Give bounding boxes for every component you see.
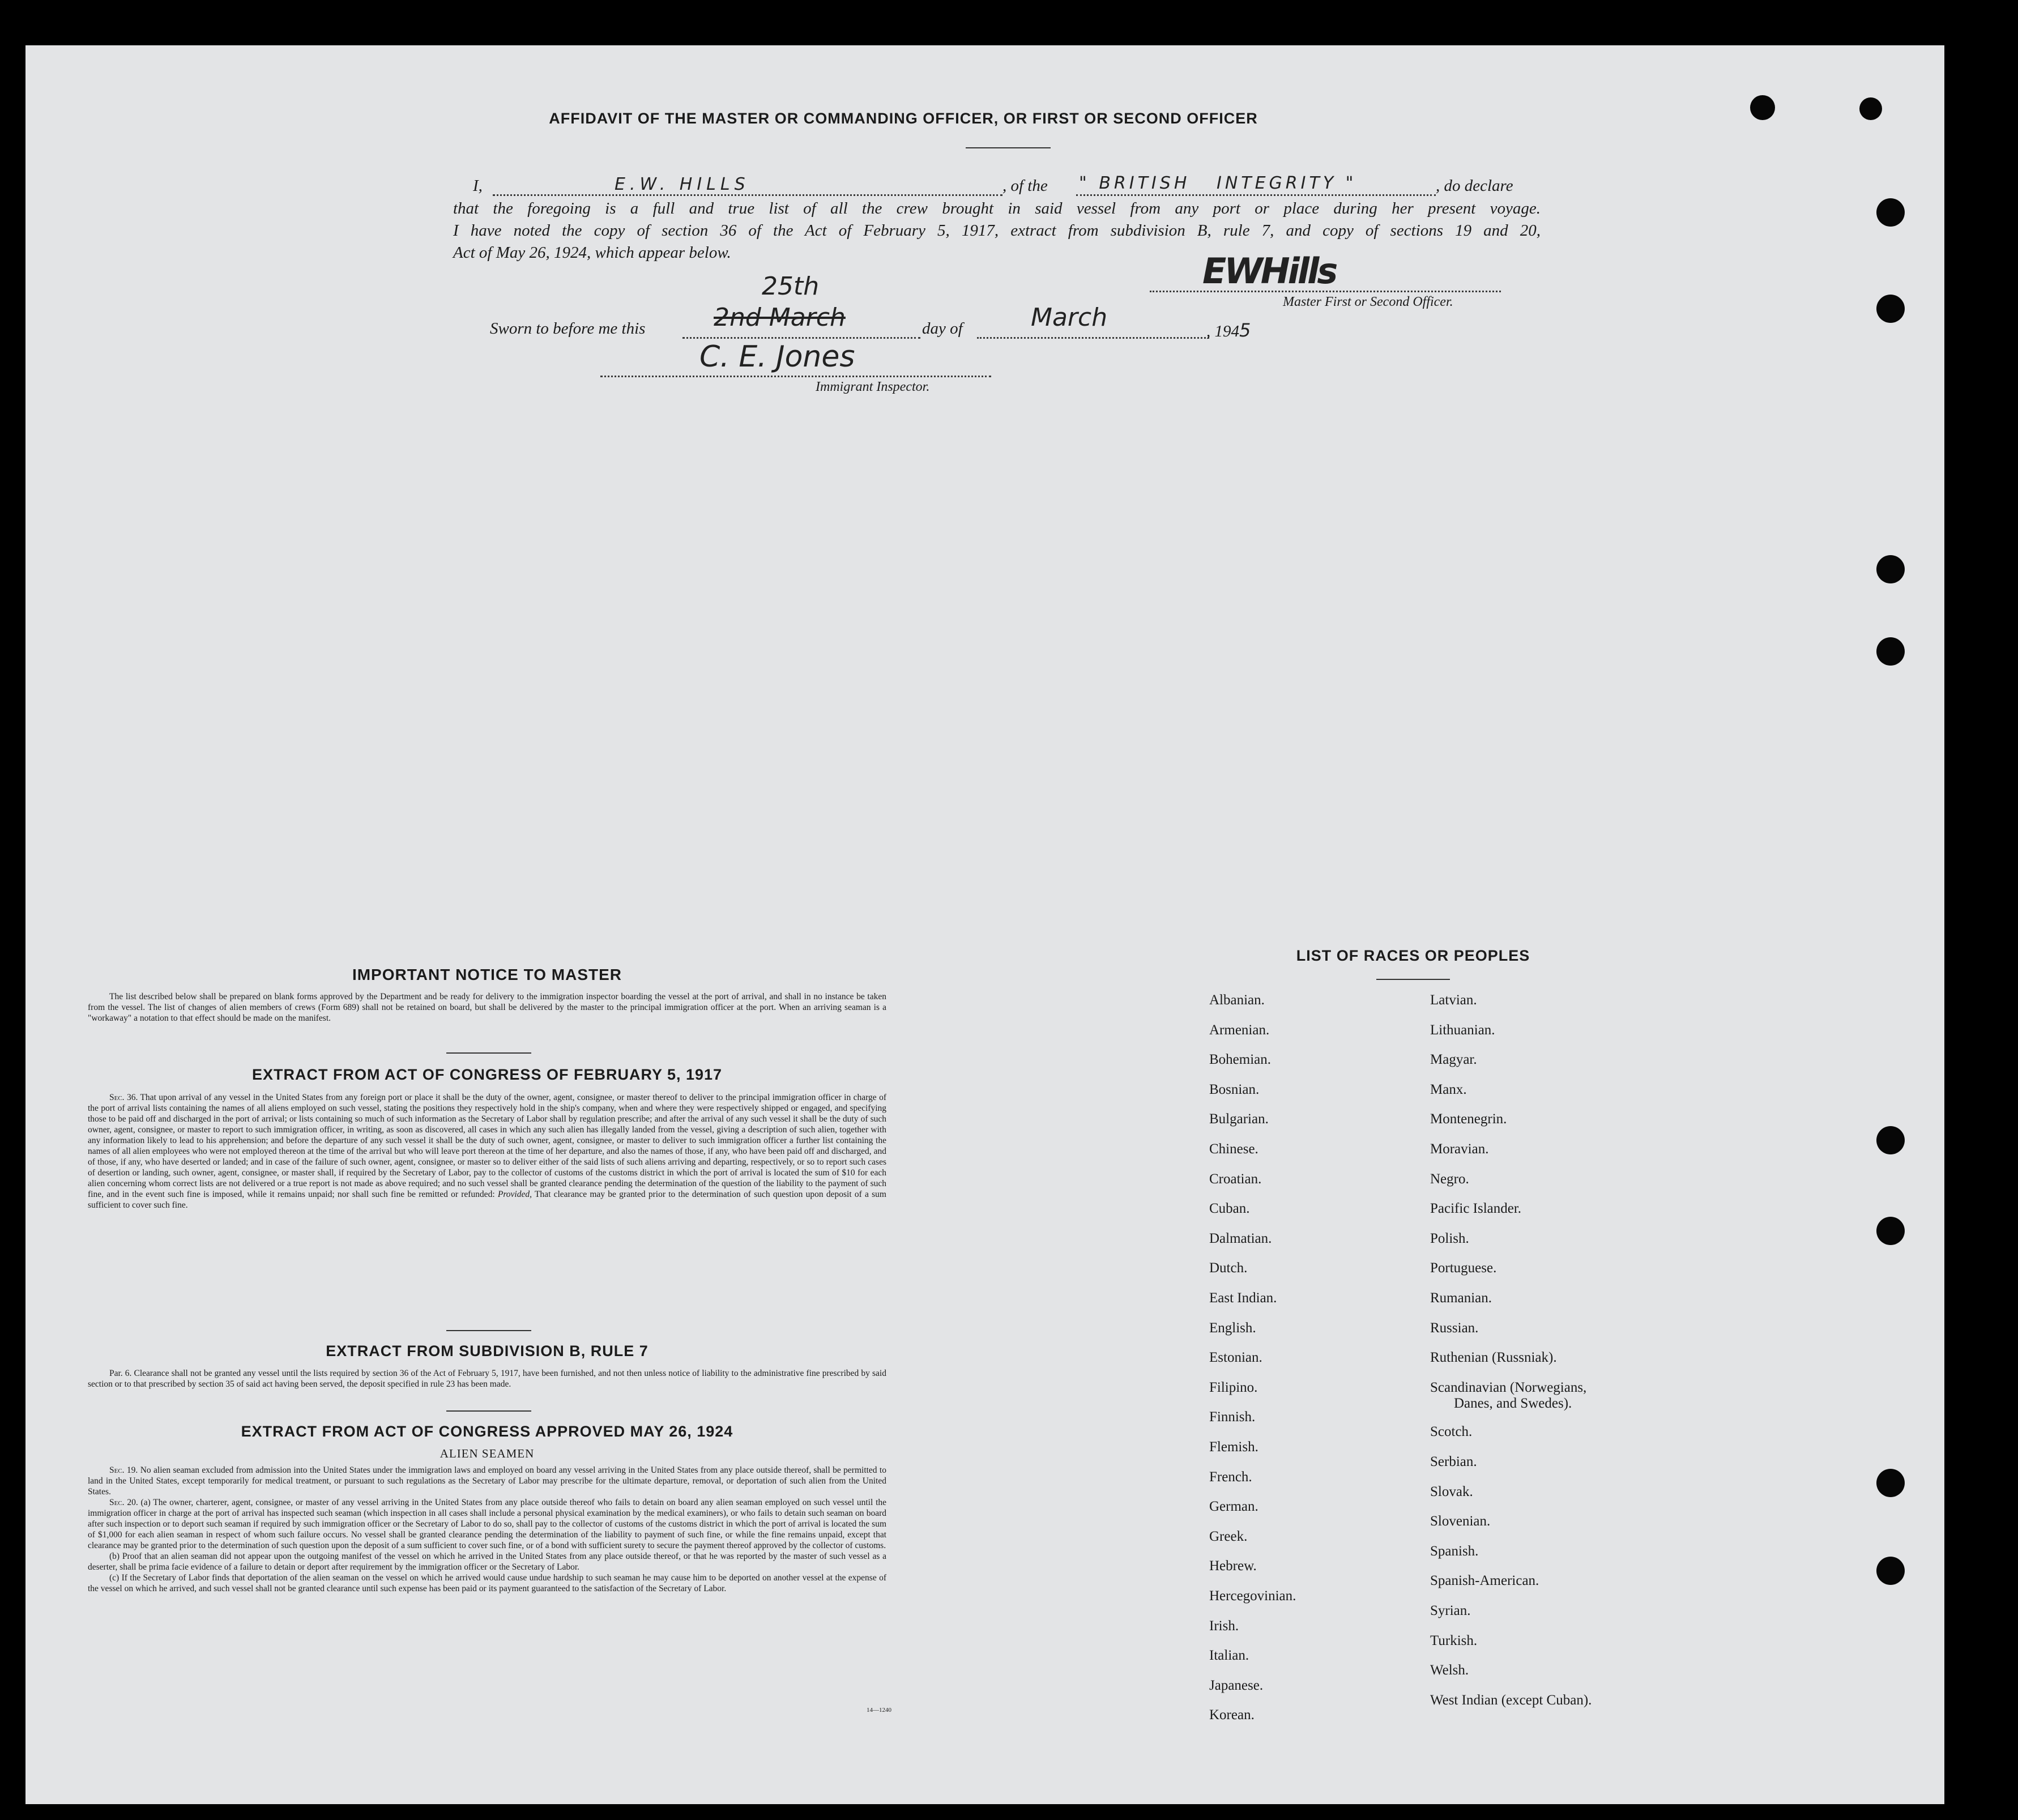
race-item: Lithuanian. [1430, 1022, 1495, 1038]
race-item: East Indian. [1209, 1290, 1277, 1306]
sworn-month-blank [977, 337, 1209, 339]
notice-paragraph: The list described below shall be prepared on blank forms approved by the Department and be ready for delivery to the immigration inspector boarding the vessel at the port of arrival, and shall in no instance be taken from the vessel. The list of changes of alien members of crews (Form 689) shall not be retained on board, but shall be delivered by the master to the principal immigration officer at the port. When an arriving seaman is a "workaway" a notation to that effect should be made on the manifest. [88, 992, 886, 1023]
binder-hole [1876, 1469, 1905, 1497]
year-prefix: , 194 [1206, 322, 1239, 340]
race-item: Portuguese. [1430, 1260, 1497, 1276]
sworn-month: March [1031, 303, 1108, 332]
sworn-label: Sworn to before me this [490, 319, 646, 338]
affidavit-line4: Act of May 26, 1924, which appear below. [453, 244, 731, 262]
sec-20a-text: (a) The owner, charterer, agent, consignee, or master of any vessel arriving in the United States from any place outside thereof who fails to detain on board any alien seaman employed on such vessel until the immigration officer in charge at the port of arrival has inspected such seaman (which inspection in all cases shall include a personal physical examination by the medical examiners), or who fails to detain such seaman on board after such inspection or to deport such seaman if required by such immigration officer or the Secretary of Labor to do so, shall pay to the collector of customs of the customs district in which the port of arrival is located the sum of $1,000 for each alien seaman in respect of whom such failure occurs. No vessel shall be granted clearance pending the determination of the liability to payment of such fine, or while the fine remains unpaid, except that clearance may be granted prior to the determination of such question upon the deposit of a sum sufficient to cover such fine, or of a bond with sufficient surety to secure the payment thereof approved by the collector of customs. [88, 1498, 887, 1550]
form-number: 14—1240 [867, 1707, 891, 1714]
extract-1917-title: EXTRACT FROM ACT OF CONGRESS OF FEBRUARY 5, 1917 [251, 1066, 723, 1083]
race-item: Russian. [1430, 1320, 1479, 1336]
race-item: Spanish-American. [1430, 1573, 1539, 1589]
sec-20-label: Sec. 20. [109, 1498, 138, 1507]
race-item: Chinese. [1209, 1141, 1258, 1157]
race-item: Japanese. [1209, 1677, 1264, 1693]
extract-1917-text [88, 1092, 886, 1211]
race-item: Spanish. [1430, 1543, 1479, 1559]
year-label [1206, 319, 1251, 341]
race-item: Greek. [1209, 1528, 1248, 1544]
race-item: Bohemian. [1209, 1052, 1272, 1068]
section-20c-paragraph: (c) If the Secretary of Labor finds that deportation of the alien seaman on the vessel on which he arrived would cause undue hardship to such seaman he may cause him to be deported on another vessel at the expense of the vessel on which he arrived, and such vessel shall not be granted clearance until such expense has been paid or its payment guaranteed to the satisfaction of the Secretary of Labor. [88, 1573, 886, 1593]
section-20a-paragraph [88, 1497, 886, 1551]
race-item: Irish. [1209, 1618, 1239, 1634]
master-signature: EWHills [1202, 250, 1336, 292]
race-item: Rumanian. [1430, 1290, 1492, 1306]
race-item: Danes, and Swedes). [1454, 1395, 1572, 1411]
race-item: Italian. [1209, 1648, 1249, 1664]
binder-hole [1859, 97, 1882, 120]
race-item: Syrian. [1430, 1603, 1471, 1618]
affidavit-line3: I have noted the copy of section 36 of the Act of February 5, 1917, extract from subdivision B, rule 7, and copy of sections 19 and 20, [453, 221, 1541, 240]
race-item: Latvian. [1430, 992, 1477, 1008]
race-item: Manx. [1430, 1081, 1467, 1097]
race-item: Cuban. [1209, 1201, 1250, 1217]
subdivision-text [88, 1368, 886, 1389]
binder-hole [1876, 1557, 1905, 1585]
section-36-paragraph [88, 1092, 886, 1211]
sworn-day-correction: 25th [762, 272, 820, 301]
year-digit: 5 [1239, 319, 1251, 341]
race-item: Magyar. [1430, 1052, 1477, 1068]
master-label: Master First or Second Officer. [1283, 295, 1453, 309]
sworn-day: 2nd March [714, 303, 846, 332]
binder-hole [1876, 295, 1905, 323]
par-6-paragraph: Par. 6. Clearance shall not be granted any vessel until the lists required by section 36 of the Act of February 5, 1917, have been furnished, and not then unless notice of liability to the administrative fine prescribed by said section or to that prescribed by section 35 of said act having been served, the deposit specified in rule 23 has been made. [88, 1369, 886, 1389]
inspector-signature-line [600, 376, 991, 377]
divider [446, 1052, 531, 1054]
race-item: Bosnian. [1209, 1081, 1260, 1097]
race-item: Dalmatian. [1209, 1230, 1272, 1246]
sec-36-text-end: That clearance may be granted prior to the determination of such question upon deposit of a sum sufficient to cover such fine. [88, 1190, 886, 1210]
race-item: Slovenian. [1430, 1514, 1491, 1529]
race-item: Estonian. [1209, 1350, 1262, 1366]
binder-hole [1750, 95, 1775, 120]
race-item: Negro. [1430, 1171, 1469, 1187]
affidavit-title: AFFIDAVIT OF THE MASTER OR COMMANDING OFFICER, OR FIRST OR SECOND OFFICER [549, 110, 1258, 127]
binder-hole [1876, 637, 1905, 666]
race-item: English. [1209, 1320, 1256, 1336]
alien-seamen-subtitle: ALIEN SEAMEN [440, 1447, 535, 1460]
divider [446, 1330, 531, 1331]
notice-title: IMPORTANT NOTICE TO MASTER [352, 966, 622, 983]
race-item: Hercegovinian. [1209, 1588, 1296, 1604]
notice-text [88, 991, 886, 1024]
sec-36-text: That upon arrival of any vessel in the United States from any foreign port or place it shall be the duty of the owner, agent, consignee, or master thereof to deliver to the principal immigration officer in charge of the port of arrival lists containing the names of all aliens employed on such vessel, stating the positions they respectively hold in the ship's company, when and where they were respectively shipped or engaged, and specifying those to be paid off and discharged in the port of arrival; or lists containing so much of such information as the Secretary of Labor shall by regulation prescribe; and after the arrival of any such vessel it shall be the duty of such owner, agent, consignee, or master to report to such immigration officer, in writing, as soon as discovered, all cases in which any such alien has illegally landed from the vessel, giving a description of such alien, together with any information likely to lead to his apprehension; and before the departure of any such vessel it shall be the duty of such owner, agent, consignee, or master to deliver to such immigration officer a further list containing the names of all alien employees who were not employed thereon at the time of the arrival but who will leave port thereon at the time of her departure, and also the names of those, if any, who have been paid off and discharged, and of those, if any, who have deserted or landed; and in case of the failure of such owner, agent, consignee, or master so to deliver either of the said lists of such aliens arriving and departing, respectively, or so to report such cases of desertion or landing, such owner, agent, consignee, or master shall, if required by the Secretary of Labor, pay to the collector of customs of the customs district in which the port of arrival is located the sum of $10 for each alien concerning whom correct lists are not delivered or a true report is not made as above required; and no such vessel shall be granted clearance pending the determination of the question of the liability to the payment of such fine, and in the event such fine is imposed, while it remains unpaid; nor shall such fine be remitted or refunded: [88, 1093, 886, 1199]
race-item: West Indian (except Cuban). [1430, 1692, 1592, 1708]
race-item: German. [1209, 1499, 1258, 1515]
binder-hole [1876, 555, 1905, 583]
inspector-signature: C. E. Jones [699, 340, 855, 374]
section-19-paragraph [88, 1465, 886, 1497]
affidavit-line2: that the foregoing is a full and true list of all the crew brought in said vessel from any port or place during her present voyage. [453, 199, 1541, 218]
sec-36-label: Sec. 36. [109, 1093, 138, 1102]
race-item: Albanian. [1209, 992, 1265, 1008]
master-name: E.W. HILLS [615, 174, 750, 194]
race-item: Finnish. [1209, 1409, 1256, 1425]
master-signature-line [1150, 291, 1501, 292]
race-item: Scandinavian (Norwegians, [1430, 1379, 1587, 1395]
name-blank [493, 194, 1002, 196]
race-item: Slovak. [1430, 1484, 1473, 1499]
sec-19-label: Sec. 19. [109, 1465, 138, 1475]
race-item: Moravian. [1430, 1141, 1489, 1157]
race-item: Turkish. [1430, 1633, 1478, 1648]
race-item: Armenian. [1209, 1022, 1270, 1038]
binder-hole [1876, 1126, 1905, 1154]
binder-hole [1876, 198, 1905, 227]
inspector-label: Immigrant Inspector. [816, 380, 930, 394]
races-title: LIST OF RACES OR PEOPLES [1296, 947, 1530, 964]
race-item: Croatian. [1209, 1171, 1262, 1187]
extract-1924-text [88, 1465, 886, 1594]
race-item: Scotch. [1430, 1424, 1473, 1440]
document-page [25, 45, 1944, 1804]
race-item: Filipino. [1209, 1379, 1258, 1395]
do-declare-label: , do declare [1436, 177, 1513, 195]
binder-hole [1876, 1217, 1905, 1245]
sworn-day-blank [682, 337, 920, 339]
title-divider [966, 147, 1051, 148]
of-the-label: , of the [1002, 177, 1048, 195]
ship-name: " BRITISH INTEGRITY " [1079, 173, 1357, 193]
race-item: Ruthenian (Russniak). [1430, 1350, 1557, 1366]
race-item: Pacific Islander. [1430, 1201, 1522, 1217]
section-20b-paragraph: (b) Proof that an alien seaman did not appear upon the outgoing manifest of the vessel on which he arrived in the United States from any place outside thereof, or that he was reported by the master of such vessel as a deserter, shall be prima facie evidence of a failure to detain or deport after requirement by the immigration officer or the Secretary of Labor. [88, 1552, 886, 1572]
provided-label: Provided, [497, 1190, 532, 1199]
race-item: Serbian. [1430, 1454, 1477, 1469]
ship-blank [1076, 194, 1436, 196]
race-item: Hebrew. [1209, 1558, 1257, 1574]
sec-19-text: No alien seaman excluded from admission into the United States under the immigration laws and employed on board any vessel arriving in the United States from any place outside thereof, shall be permitted to land in the United States, except temporarily for medical treatment, or pursuant to such regulations as the Secretary of Labor may prescribe for the ultimate departure, removal, or deportation of such alien from the United States. [88, 1465, 886, 1497]
affidavit-i: I, [473, 177, 483, 195]
race-item: Welsh. [1430, 1663, 1469, 1678]
races-divider [1376, 979, 1450, 980]
day-of-label: day of [922, 319, 963, 338]
race-item: Montenegrin. [1430, 1111, 1507, 1127]
race-item: Polish. [1430, 1230, 1469, 1246]
race-item: Dutch. [1209, 1260, 1248, 1276]
subdivision-title: EXTRACT FROM SUBDIVISION B, RULE 7 [326, 1342, 649, 1359]
race-item: French. [1209, 1469, 1252, 1485]
race-item: Bulgarian. [1209, 1111, 1269, 1127]
divider [446, 1410, 531, 1412]
race-item: Korean. [1209, 1707, 1255, 1723]
race-item: Flemish. [1209, 1439, 1258, 1455]
extract-1924-title: EXTRACT FROM ACT OF CONGRESS APPROVED MAY 26, 1924 [241, 1423, 733, 1440]
